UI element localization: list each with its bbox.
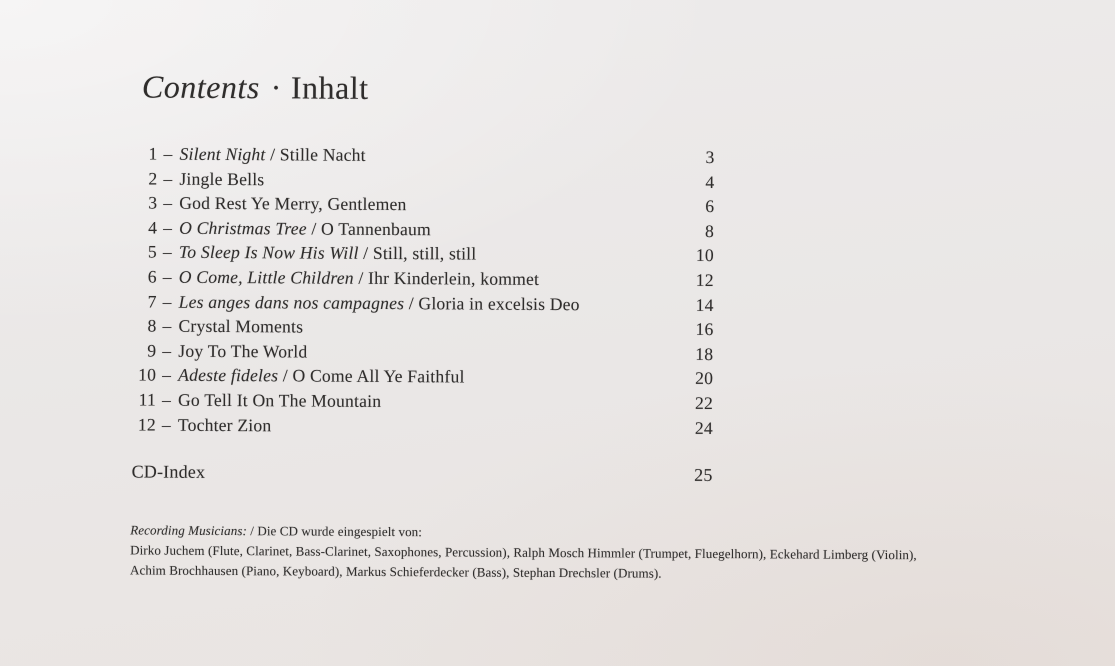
track-number: 9 xyxy=(147,340,157,361)
credits-line-3: Achim Brochhausen (Piano, Keyboard), Markus Schieferdecker (Bass), Stephan Drechsler (Drums). xyxy=(129,562,662,581)
track-row xyxy=(133,217,714,245)
track-dash: – xyxy=(161,389,172,410)
cd-index-label: CD-Index xyxy=(131,461,206,482)
track-row xyxy=(133,242,714,270)
track-row xyxy=(132,340,713,368)
track-number: 4 xyxy=(148,217,158,238)
track-title-italic: O Christmas Tree xyxy=(179,217,307,239)
track-title xyxy=(179,193,672,217)
track-page-number: 14 xyxy=(695,294,714,315)
track-number: 11 xyxy=(138,389,157,410)
track-title xyxy=(178,390,671,414)
track-row xyxy=(133,143,714,171)
track-title-italic: Silent Night xyxy=(179,143,266,165)
track-number: 8 xyxy=(147,315,157,336)
credits-block xyxy=(130,520,1050,585)
track-number: 2 xyxy=(148,168,158,189)
track-dash: – xyxy=(162,242,173,263)
track-number: 12 xyxy=(137,414,156,435)
track-title xyxy=(178,414,671,438)
track-title-text: Tochter Zion xyxy=(177,414,272,435)
page-title-english: Contents xyxy=(141,68,260,106)
track-page-number: 10 xyxy=(695,245,715,266)
track-title-text: Gloria in excelsis Deo xyxy=(418,292,580,314)
page-title xyxy=(142,69,369,107)
track-number: 7 xyxy=(147,291,157,312)
track-row xyxy=(133,291,714,319)
track-page-number: 6 xyxy=(705,196,715,217)
track-title xyxy=(179,267,672,291)
track-row xyxy=(133,168,714,196)
track-number: 6 xyxy=(147,266,157,287)
track-title-separator: / xyxy=(353,267,369,288)
track-number: 10 xyxy=(138,364,157,385)
track-dash: – xyxy=(163,143,173,164)
track-title-text: O Tannenbaum xyxy=(321,218,431,240)
track-row xyxy=(132,414,713,442)
track-row xyxy=(132,365,713,393)
track-title-text: Stille Nacht xyxy=(279,144,366,165)
track-title-separator: / xyxy=(265,144,280,165)
track-page-number: 8 xyxy=(705,220,715,241)
page-title-german: Inhalt xyxy=(290,69,369,106)
track-title-italic: O Come, Little Children xyxy=(178,266,354,288)
track-page-number: 4 xyxy=(705,171,715,192)
track-page-number: 16 xyxy=(695,319,714,340)
track-number: 5 xyxy=(147,241,158,262)
track-title-text: God Rest Ye Merry, Gentlemen xyxy=(179,192,407,215)
track-page-number: 18 xyxy=(695,343,714,364)
track-number: 1 xyxy=(148,143,158,164)
track-row xyxy=(132,316,713,344)
credits-intro-italic: Recording Musicians: xyxy=(130,522,247,539)
track-dash: – xyxy=(162,364,172,386)
track-page-number: 22 xyxy=(694,392,714,413)
track-title xyxy=(179,242,672,266)
track-title-italic: To Sleep Is Now His Will xyxy=(178,242,359,264)
track-title-separator: / xyxy=(404,292,419,313)
track-title-text: Jingle Bells xyxy=(179,168,265,189)
track-list xyxy=(132,143,715,442)
track-title-separator: / xyxy=(358,243,373,264)
track-dash: – xyxy=(163,168,173,189)
track-title xyxy=(179,144,672,168)
track-dash: – xyxy=(162,340,172,361)
track-row xyxy=(133,266,714,294)
track-title xyxy=(178,365,671,389)
credits-line-2: Dirko Juchem (Flute, Clarinet, Bass-Clarinet, Saxophones, Percussion), Ralph Mosch Himmler (Trumpet, Fluegelhorn), Eckehard Limberg (Violin), xyxy=(130,542,917,563)
track-title-italic: Les anges dans nos campagnes xyxy=(178,291,405,313)
track-dash: – xyxy=(163,217,173,238)
cd-index-row xyxy=(132,461,713,486)
track-title xyxy=(179,291,672,315)
page-title-separator-dot: · xyxy=(270,69,283,106)
track-title-separator: / xyxy=(278,365,293,386)
track-page-number: 12 xyxy=(695,269,714,290)
track-title-text: Crystal Moments xyxy=(178,315,304,337)
cd-index-page-number: 25 xyxy=(694,464,713,485)
track-dash: – xyxy=(162,266,172,287)
track-page-number: 24 xyxy=(694,417,713,438)
track-title-text: Joy To The World xyxy=(178,340,308,362)
track-number: 3 xyxy=(148,192,158,213)
track-dash: – xyxy=(162,315,172,336)
track-title-separator: / xyxy=(306,218,322,239)
track-page-number: 20 xyxy=(695,368,714,389)
track-title xyxy=(179,218,672,242)
track-title-text: O Come All Ye Faithful xyxy=(292,365,465,387)
track-page-number: 3 xyxy=(705,146,715,167)
track-title xyxy=(179,168,672,192)
track-title xyxy=(178,316,671,340)
track-row xyxy=(133,193,714,221)
track-title-italic: Adeste fideles xyxy=(178,365,279,386)
track-dash: – xyxy=(161,414,171,435)
track-title-text: Still, still, still xyxy=(372,243,477,264)
track-dash: – xyxy=(163,192,173,213)
track-dash: – xyxy=(162,291,172,312)
track-title xyxy=(178,340,671,364)
track-row xyxy=(132,389,713,417)
track-title-text: Go Tell It On The Mountain xyxy=(177,389,382,411)
track-title-text: Ihr Kinderlein, kommet xyxy=(368,267,540,289)
credits-intro-regular: / Die CD wurde eingespielt von: xyxy=(246,523,423,540)
